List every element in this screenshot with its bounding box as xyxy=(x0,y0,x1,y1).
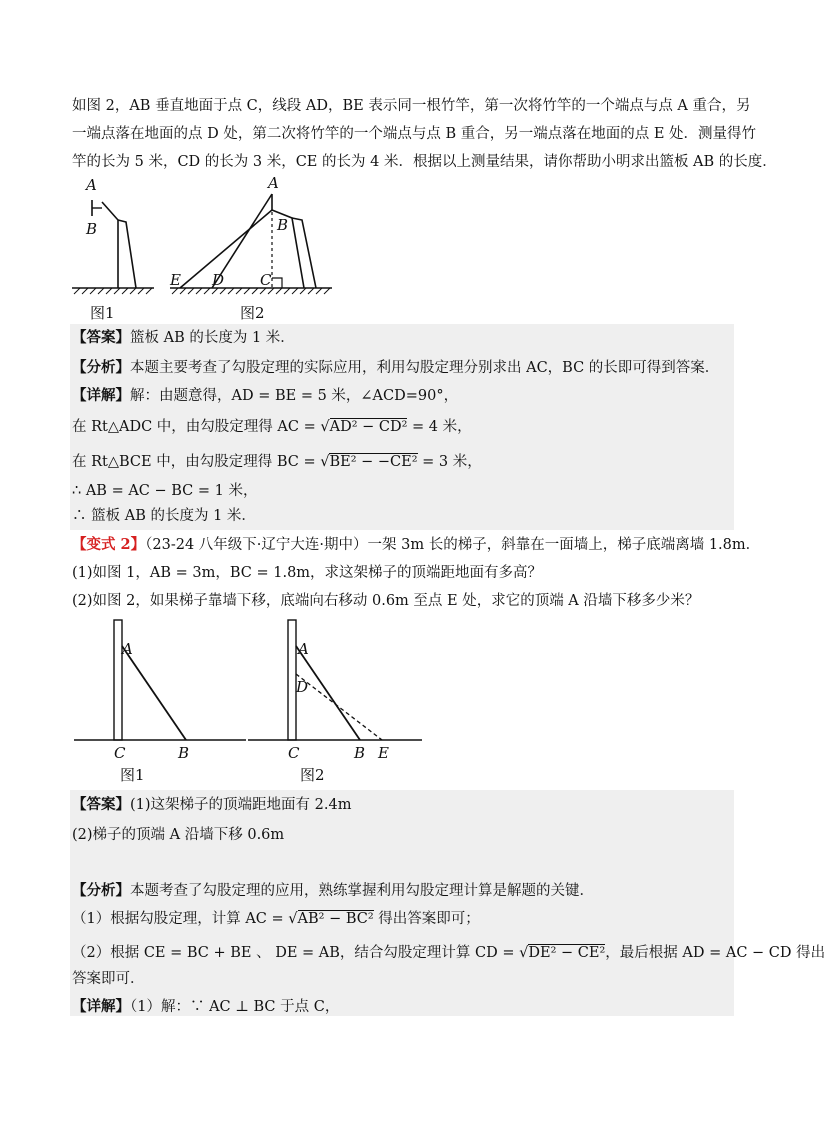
answer-2-line-1 xyxy=(72,794,732,816)
fig2-point-E: E xyxy=(170,271,181,289)
analysis-2-text: 本题考查了勾股定理的应用，熟练掌握利用勾股定理计算是解题的关键． xyxy=(130,883,594,899)
bottom-figure-2 xyxy=(248,620,422,762)
detail-1-line-5: ∴ 篮板 AB 的长度为 1 米． xyxy=(72,508,256,524)
detail-1-text-2-pre: 在 Rt△ADC 中，由勾股定理得 AC = xyxy=(72,419,321,435)
fig2-point-A: A xyxy=(268,174,279,192)
detail-1-text-2-post: = 4 米， xyxy=(407,419,472,435)
intro-line-3: 竿的长为 5 米，CD 的长为 3 米，CE 的长为 4 米．根据以上测量结果，请你帮助小明求出篮板 AB 的长度． xyxy=(72,154,777,170)
detail-2-line-1 xyxy=(72,996,732,1018)
fig2-point-D: D xyxy=(212,271,225,289)
detail-1-line-2: 在 Rt△ADC 中，由勾股定理得 AC = √AD² − CD² = 4 米， xyxy=(72,419,472,435)
bottom-fig2-point-B: B xyxy=(354,744,366,762)
detail-1-radicand-2: AD² − CD² xyxy=(329,419,408,435)
variant-2-line xyxy=(72,534,761,556)
fig2-point-B: B xyxy=(277,216,289,234)
analysis-2-step-1-post: 得出答案即可； xyxy=(373,911,480,927)
analysis-2-step-2-post: ，最后根据 AD = AC − CD 得出 xyxy=(605,945,825,961)
fig1-point-B: B xyxy=(86,220,98,238)
detail-1-text-3-post: = 3 米， xyxy=(417,454,482,470)
answer-2-text-1: (1)这架梯子的顶端距地面有 2.4m xyxy=(130,797,352,813)
detail-1-text-3-pre: 在 Rt△BCE 中，由勾股定理得 BC = xyxy=(72,454,321,470)
analysis-2-tag: 【分析】 xyxy=(72,882,130,899)
analysis-1-tag: 【分析】 xyxy=(72,359,130,376)
top-figure-1-caption: 图1 xyxy=(90,304,115,322)
detail-1-line-4: ∴ AB = AC − BC = 1 米， xyxy=(72,483,258,499)
detail-1-radicand-3: BE² − −CE² xyxy=(329,454,418,470)
detail-1-line-1 xyxy=(72,385,732,407)
top-figures xyxy=(66,172,336,322)
analysis-2-step-1-radicand: AB² − BC² xyxy=(297,911,374,927)
answer-2-line-2: (2)梯子的顶端 A 沿墙下移 0.6m xyxy=(72,827,285,843)
answer-2-tag: 【答案】 xyxy=(72,796,130,813)
detail-2-text-1: （1）解：∵ AC ⊥ BC 于点 C， xyxy=(130,999,340,1015)
variant-2-question-1: (1)如图 1，AB = 3m，BC = 1.8m，求这架梯子的顶端距地面有多高？ xyxy=(72,565,543,581)
top-figure-1 xyxy=(72,176,154,294)
detail-2-tag: 【详解】 xyxy=(72,998,130,1015)
bottom-fig2-point-E: E xyxy=(378,744,389,762)
top-figure-2 xyxy=(169,174,332,294)
bottom-fig1-point-C: C xyxy=(114,744,126,762)
analysis-2-line xyxy=(72,880,732,902)
bottom-figures xyxy=(70,616,430,766)
detail-1-text-1: 解：由题意得，AD = BE = 5 米，∠ACD=90°， xyxy=(130,388,459,404)
bottom-figure-1-caption: 图1 xyxy=(120,766,145,784)
bottom-fig2-point-C: C xyxy=(288,744,300,762)
analysis-1-text: 本题主要考查了勾股定理的实际应用，利用勾股定理分别求出 AC，BC 的长即可得到答案． xyxy=(130,360,720,376)
variant-2-question-2: (2)如图 2，如果梯子靠墙下移，底端向右移动 0.6m 至点 E 处，求它的顶端 A 沿墙下移多少米？ xyxy=(72,593,700,609)
intro-line-2: 一端点落在地面的点 D 处，第二次将竹竿的一个端点与点 B 重合，另一端点落在地面的点 E 处．测量得竹 xyxy=(72,126,757,142)
detail-1-line-3: 在 Rt△BCE 中，由勾股定理得 BC = √BE² − −CE² = 3 米， xyxy=(72,454,482,470)
analysis-2-step-2: （2）根据 CE = BC + BE 、 DE = AB，结合勾股定理计算 CD = √DE² − CE²，最后根据 AD = AC − CD 得出 xyxy=(72,945,825,961)
top-figure-2-caption: 图2 xyxy=(240,304,265,322)
fig1-point-A: A xyxy=(86,176,97,194)
answer-1-text: 篮板 AB 的长度为 1 米． xyxy=(130,330,295,346)
bottom-fig2-point-D: D xyxy=(296,678,309,696)
analysis-2-step-1: （1）根据勾股定理，计算 AC = √AB² − BC² 得出答案即可； xyxy=(72,911,480,927)
bottom-fig1-point-B: B xyxy=(178,744,190,762)
fig2-point-C: C xyxy=(260,271,272,289)
bottom-figure-2-caption: 图2 xyxy=(300,766,325,784)
analysis-2-step-2-radicand: DE² − CE² xyxy=(528,945,606,961)
answer-1-line xyxy=(72,327,732,349)
bottom-fig2-point-A: A xyxy=(298,640,309,658)
intro-line-1: 如图 2，AB 垂直地面于点 C，线段 AD，BE 表示同一根竹竿，第一次将竹竿的一个端点与点 A 重合，另 xyxy=(72,98,751,114)
variant-2-tag: 【变式 2】 xyxy=(72,536,146,553)
analysis-2-step-2-cont: 答案即可． xyxy=(72,971,145,987)
bottom-figure-1 xyxy=(74,620,246,762)
answer-1-tag: 【答案】 xyxy=(72,329,130,346)
analysis-2-step-2-pre: （2）根据 CE = BC + BE 、 DE = AB，结合勾股定理计算 CD = xyxy=(72,945,520,961)
detail-1-tag: 【详解】 xyxy=(72,387,130,404)
variant-2-text: （23-24 八年级下·辽宁大连·期中）一架 3m 长的梯子，斜靠在一面墙上，梯子底端离墙 1.8m． xyxy=(145,537,761,553)
analysis-1-line xyxy=(72,357,732,379)
analysis-2-step-1-pre: （1）根据勾股定理，计算 AC = xyxy=(72,911,289,927)
bottom-fig1-point-A: A xyxy=(122,640,133,658)
